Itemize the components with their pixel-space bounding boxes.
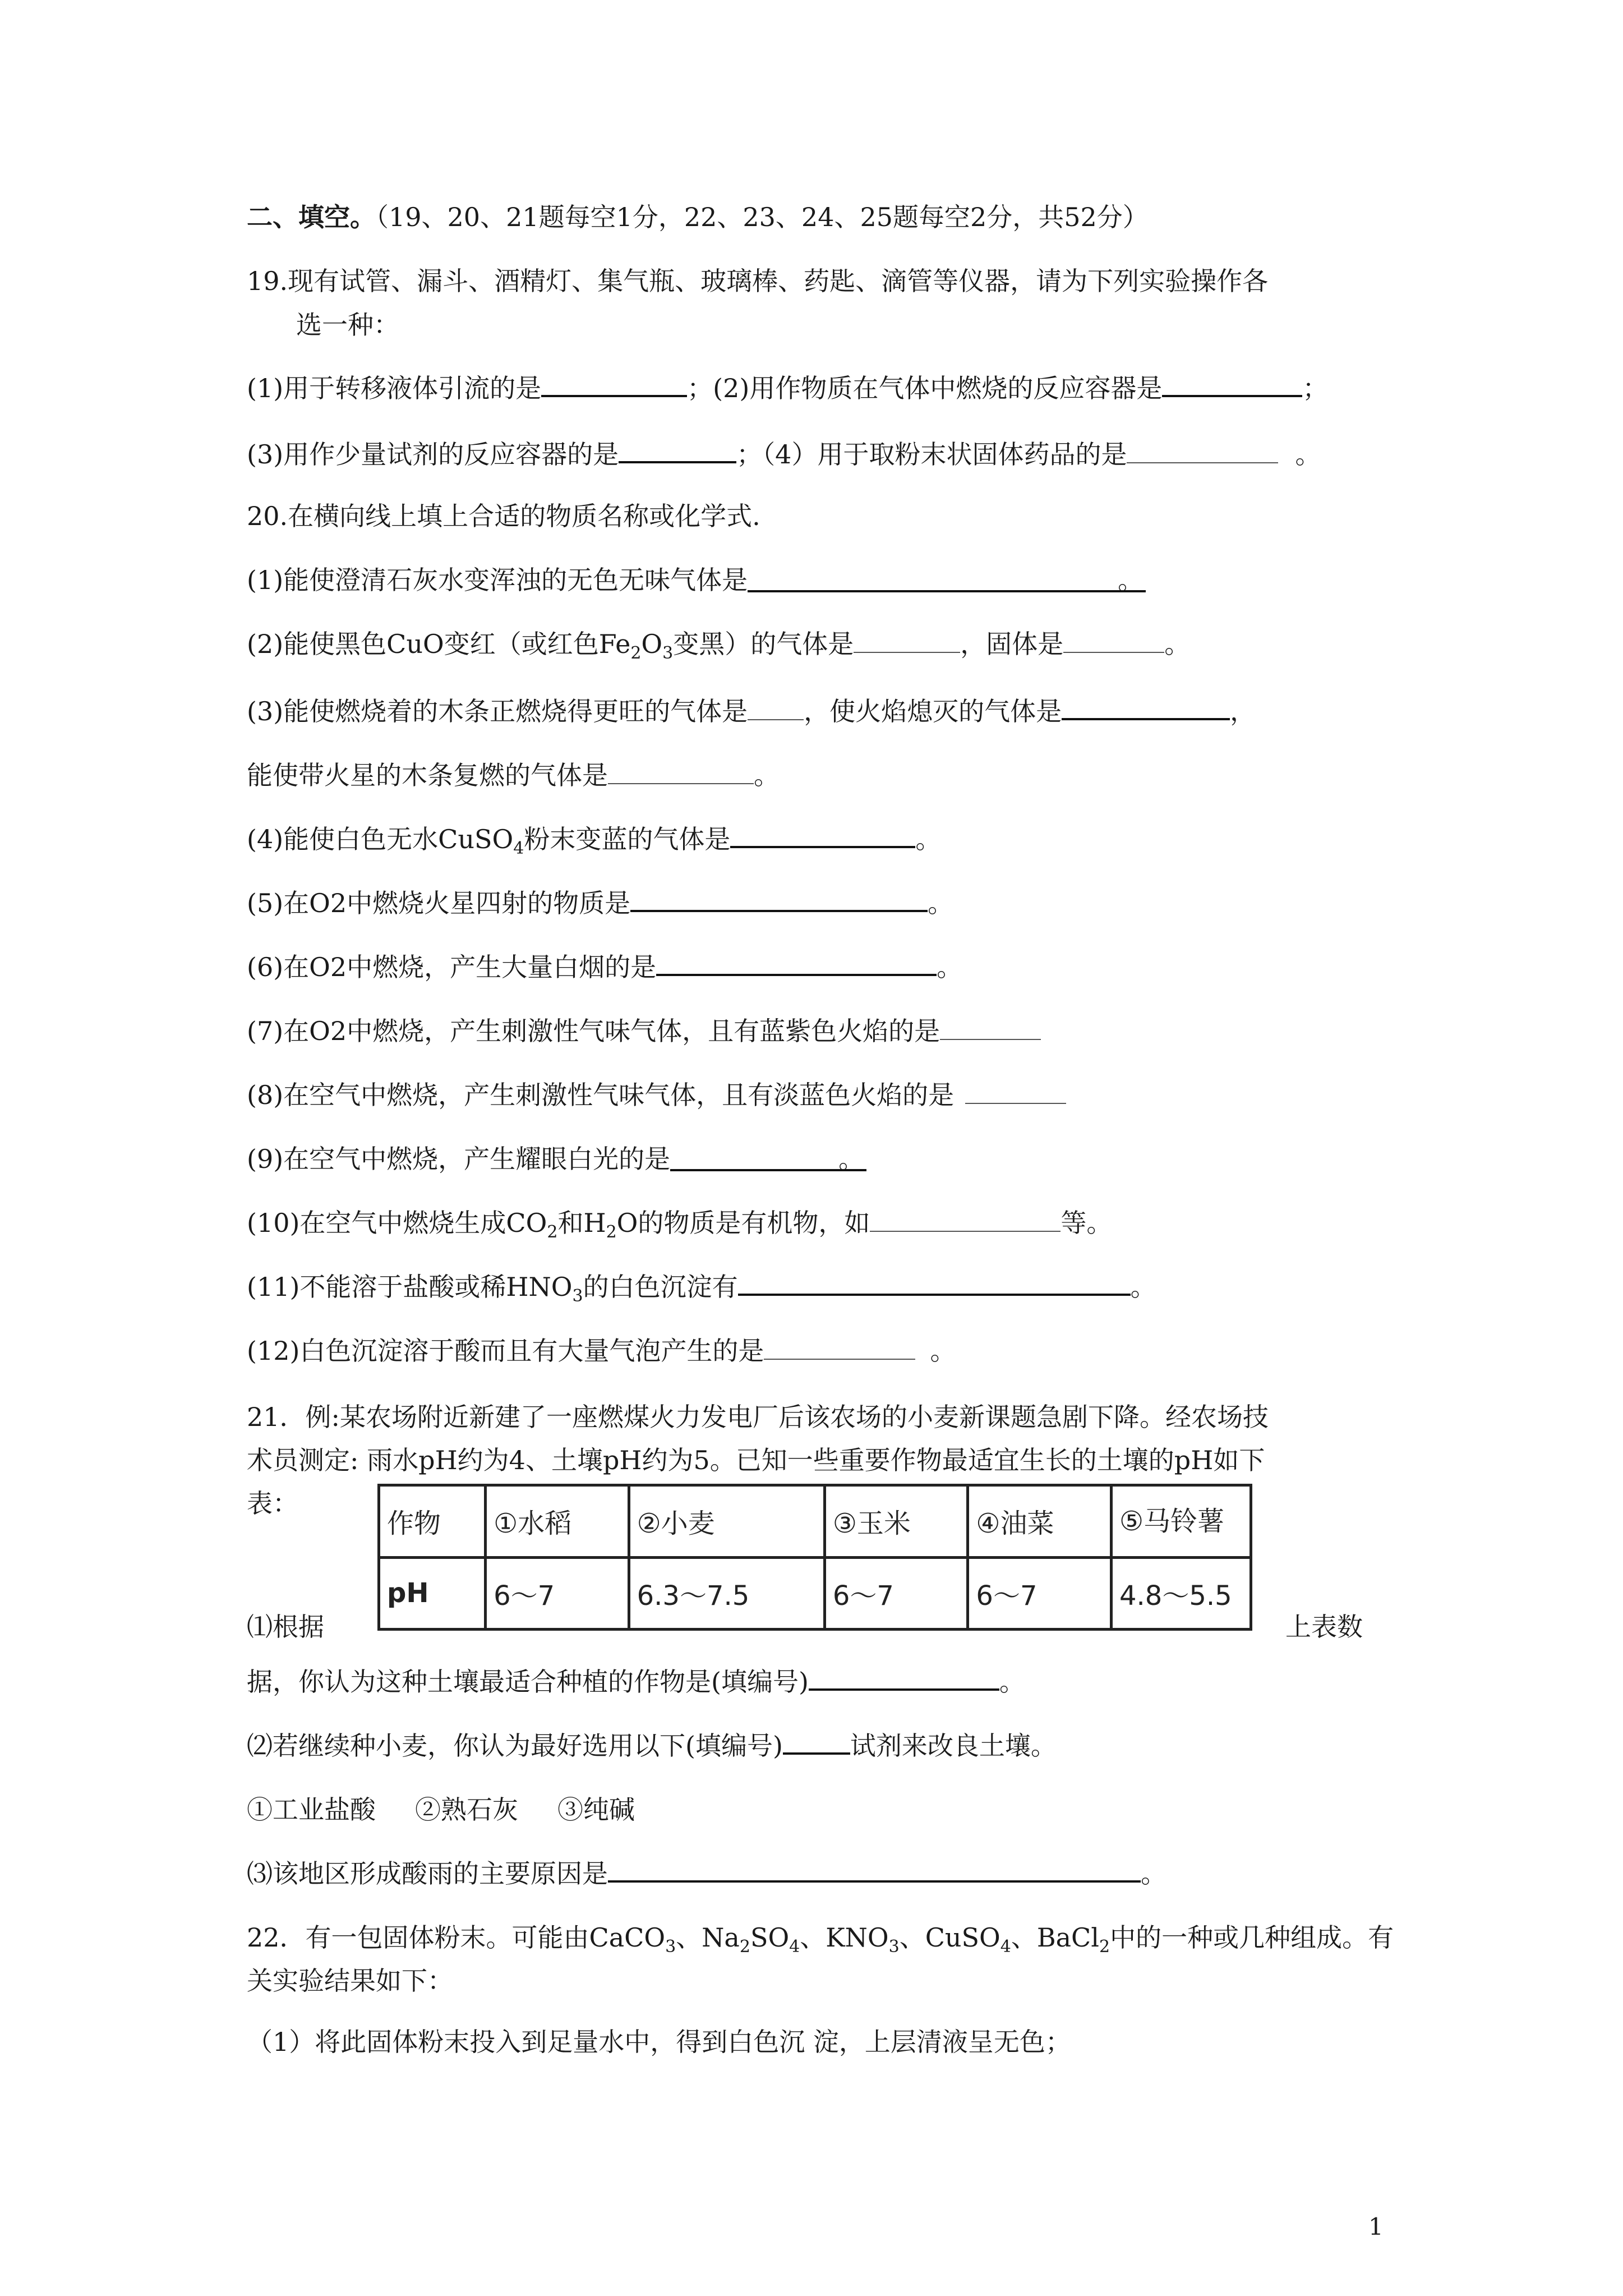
q21-part-1-tail: 上表数 xyxy=(1285,1612,1363,1642)
answer-blank[interactable] xyxy=(541,375,687,397)
q20-item-3-cont: 能使带火星的木条复燃的气体是 。 xyxy=(247,760,780,790)
answer-blank[interactable] xyxy=(656,954,937,976)
q20-item-10: (10)在空气中燃烧生成$CO_2$和$H_2O$的物质是有机物，如 等。 xyxy=(247,1208,1113,1243)
answer-blank[interactable] xyxy=(1063,632,1164,653)
q20-item-4: (4)能使白色无水CuSO$_4$粉末变蓝的气体是 。 xyxy=(247,824,942,859)
answer-blank[interactable] xyxy=(608,1860,1141,1883)
section-note: （19、20、21题每空1分，22、23、24、25题每空2分，共52分） xyxy=(376,202,1149,232)
q21-stem-3: 表： xyxy=(247,1488,298,1519)
q19-stem: 19.现有试管、漏斗、酒精灯、集气瓶、玻璃棒、药匙、滴管等仪器，请为下列实验操作各 xyxy=(247,266,1269,296)
table-header-crop: 作物 xyxy=(379,1485,486,1558)
option-1: ①工业盐酸 xyxy=(247,1795,376,1825)
answer-blank[interactable] xyxy=(748,699,804,720)
q20-item-8: (8)在空气中燃烧，产生刺激性气味气体，且有淡蓝色火焰的是 xyxy=(247,1078,1066,1112)
answer-blank[interactable] xyxy=(619,441,736,463)
table-cell: 6～7 xyxy=(968,1557,1112,1630)
table-row-crops xyxy=(379,1485,1251,1558)
q22-stem: 22．有一包固体粉末。可能由CaCO$_3$、$Na_2SO_4$、$KNO_3$、CuSO$_4$、BaCl$_2$中的一种或几种组成。有 xyxy=(247,1922,1394,1957)
answer-blank[interactable]: 。 xyxy=(670,1142,866,1171)
q22-stem-cont: 关实验结果如下： xyxy=(247,1966,453,1996)
q19-part-1-2: (1)用于转移液体引流的是 ；(2)用作物质在气体中燃烧的反应容器是 ； xyxy=(247,373,1329,403)
table-cell: 6～7 xyxy=(824,1557,968,1630)
table-cell: ③玉米 xyxy=(824,1485,968,1558)
q20-item-9: (9)在空气中燃烧，产生耀眼白光的是 。 xyxy=(247,1142,866,1176)
answer-blank[interactable] xyxy=(764,1338,915,1360)
page-number: 1 xyxy=(1368,2213,1384,2240)
section-title: 二、填空。 xyxy=(247,202,376,232)
q21-options xyxy=(247,1793,635,1826)
q21-stem-2: 术员测定: 雨水pH约为4、土壤pH约为5。已知一些重要作物最适宜生长的土壤的pH如下 xyxy=(247,1445,1265,1475)
answer-blank[interactable] xyxy=(1127,442,1278,463)
q20-item-6: (6)在O2中燃烧，产生大量白烟的是 。 xyxy=(247,952,963,982)
answer-blank[interactable] xyxy=(738,1273,1131,1296)
table-cell: 6～7 xyxy=(486,1557,629,1630)
q20-item-3: (3)能使燃烧着的木条正燃烧得更旺的气体是 ，使火焰熄灭的气体是 ， xyxy=(247,696,1256,726)
q20-item-11: (11)不能溶于盐酸或稀$HNO_3$的白色沉淀有 。 xyxy=(247,1272,1156,1306)
table-cell: 6.3～7.5 xyxy=(629,1557,824,1630)
q20-item-12: (12)白色沉淀溶于酸而且有大量气泡产生的是 。 xyxy=(247,1336,956,1366)
q20-item-5: (5)在O2中燃烧火星四射的物质是 。 xyxy=(247,888,954,918)
q22-part-1: （1）将此固体粉末投入到足量水中，得到白色沉 淀，上层清液呈无色； xyxy=(247,2027,1071,2057)
crop-ph-table xyxy=(377,1484,1252,1631)
answer-blank[interactable] xyxy=(940,1019,1041,1040)
answer-blank[interactable] xyxy=(608,763,754,784)
option-2: ②熟石灰 xyxy=(415,1795,518,1825)
q19-part-3-4: (3)用作少量试剂的反应容器的是 ；（4）用于取粉末状固体药品的是 。 xyxy=(247,439,1321,470)
answer-blank[interactable] xyxy=(965,1083,1066,1104)
q20-item-7: (7)在O2中燃烧，产生刺激性气味气体，且有蓝紫色火焰的是 xyxy=(247,1014,1041,1048)
q21-part-2: ⑵若继续种小麦，你认为最好选用以下(填编号) 试剂来改良土壤。 xyxy=(247,1731,1057,1761)
table-cell: 4.8～5.5 xyxy=(1112,1557,1251,1630)
q20-item-2: (2)能使黑色CuO变红（或红色$Fe_2O_3$变黑）的气体是 ，固体是 。 xyxy=(247,629,1191,664)
answer-blank[interactable] xyxy=(1062,698,1230,720)
table-row-ph xyxy=(379,1557,1251,1630)
table-cell: ②小麦 xyxy=(629,1485,824,1558)
q20-stem: 20.在横向线上填上合适的物质名称或化学式. xyxy=(247,501,760,531)
answer-blank[interactable] xyxy=(854,632,960,653)
option-3: ③纯碱 xyxy=(557,1795,635,1825)
answer-blank[interactable] xyxy=(630,890,928,912)
section-heading xyxy=(247,200,1149,234)
answer-blank[interactable]: 。 xyxy=(748,563,1146,592)
answer-blank[interactable] xyxy=(870,1211,1061,1232)
q21-part-1-lead: ⑴根据 xyxy=(247,1612,324,1642)
table-cell: ④油菜 xyxy=(968,1485,1112,1558)
answer-blank[interactable] xyxy=(730,826,915,848)
answer-blank[interactable] xyxy=(809,1668,999,1691)
table-cell: ①水稻 xyxy=(486,1485,629,1558)
q21-part-1-cont: 据，你认为这种土壤最适合种植的作物是(填编号) 。 xyxy=(247,1667,1025,1697)
table-cell: ⑤马铃薯 xyxy=(1112,1485,1251,1558)
q20-item-1: (1)能使澄清石灰水变浑浊的无色无味气体是 。 xyxy=(247,563,1146,597)
q21-stem: 21．例:某农场附近新建了一座燃煤火力发电厂后该农场的小麦新课题急剧下降。经农场技 xyxy=(247,1402,1269,1432)
table-header-ph: pH xyxy=(379,1557,486,1630)
q21-part-3: ⑶该地区形成酸雨的主要原因是 。 xyxy=(247,1858,1166,1889)
answer-blank[interactable] xyxy=(783,1732,850,1755)
q19-stem-cont: 选一种： xyxy=(296,310,399,340)
answer-blank[interactable] xyxy=(1162,375,1302,397)
